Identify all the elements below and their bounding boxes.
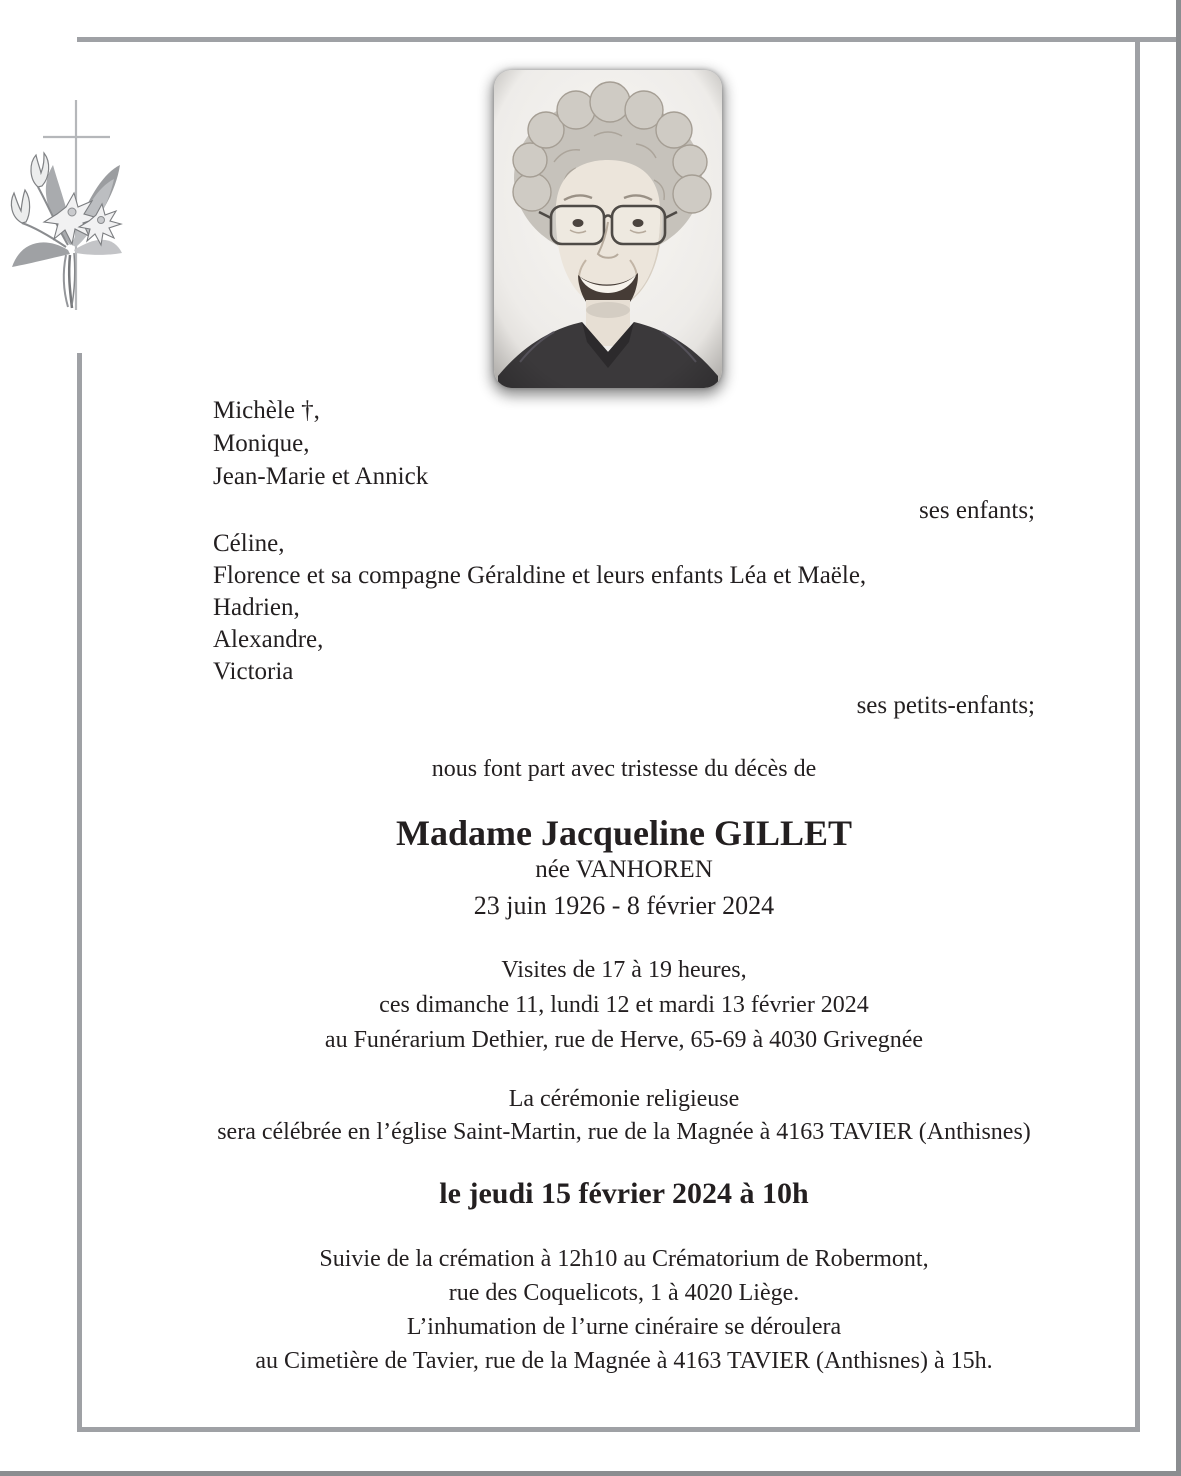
mourner-name: Hadrien, [213, 594, 300, 621]
visits-days: ces dimanche 11, lundi 12 et mardi 13 février 2024 [379, 992, 869, 1018]
announcement-sentence: nous font part avec tristesse du décès de [431, 756, 817, 782]
relation-label-children: ses enfants; [919, 497, 1035, 524]
flower-bouquet-icon [11, 153, 122, 308]
mourner-name: Monique, [213, 430, 310, 457]
cremation-info: Suivie de la crémation à 12h10 au Crématorium de Robermont, [319, 1246, 929, 1272]
relation-label-grandchildren: ses petits-enfants; [856, 692, 1035, 719]
mourner-name: Florence et sa compagne Géraldine et leurs enfants Léa et Maële, [213, 562, 867, 589]
mourner-name: Céline, [213, 530, 285, 557]
portrait-image [494, 70, 722, 388]
cross-and-flowers-decoration [8, 95, 128, 320]
ceremony-datetime: le jeudi 15 février 2024 à 10h [439, 1177, 809, 1210]
frame-border-left [77, 353, 82, 1432]
urn-burial-info: L’inhumation de l’urne cinéraire se déroulera [406, 1314, 842, 1340]
deceased-life-dates: 23 juin 1926 - 8 février 2024 [473, 891, 775, 920]
cremation-address: rue des Coquelicots, 1 à 4020 Liège. [448, 1280, 800, 1306]
urn-burial-location: au Cimetière de Tavier, rue de la Magnée à 4163 TAVIER (Anthisnes) à 15h. [255, 1348, 993, 1374]
visits-location: au Funérarium Dethier, rue de Herve, 65-69 à 4030 Grivegnée [324, 1027, 924, 1053]
portrait-photo [494, 70, 722, 388]
deceased-maiden-name: née VANHOREN [535, 856, 713, 883]
mourner-name: Alexandre, [213, 626, 324, 653]
ceremony-intro: La cérémonie religieuse [508, 1086, 740, 1112]
visits-hours: Visites de 17 à 19 heures, [501, 957, 747, 983]
deceased-name: Madame Jacqueline GILLET [395, 813, 853, 853]
scan-edge-right [1176, 0, 1181, 1476]
frame-border-bottom [77, 1427, 1140, 1432]
scan-edge-bottom [0, 1471, 1181, 1476]
mourner-name: Jean-Marie et Annick [213, 463, 429, 490]
mourner-name: Michèle †, [213, 397, 320, 424]
frame-border-top [77, 37, 1181, 42]
frame-border-right [1135, 37, 1140, 1432]
mourner-name: Victoria [213, 658, 294, 685]
ceremony-location: sera célébrée en l’église Saint-Martin, rue de la Magnée à 4163 TAVIER (Anthisnes) [217, 1119, 1031, 1145]
